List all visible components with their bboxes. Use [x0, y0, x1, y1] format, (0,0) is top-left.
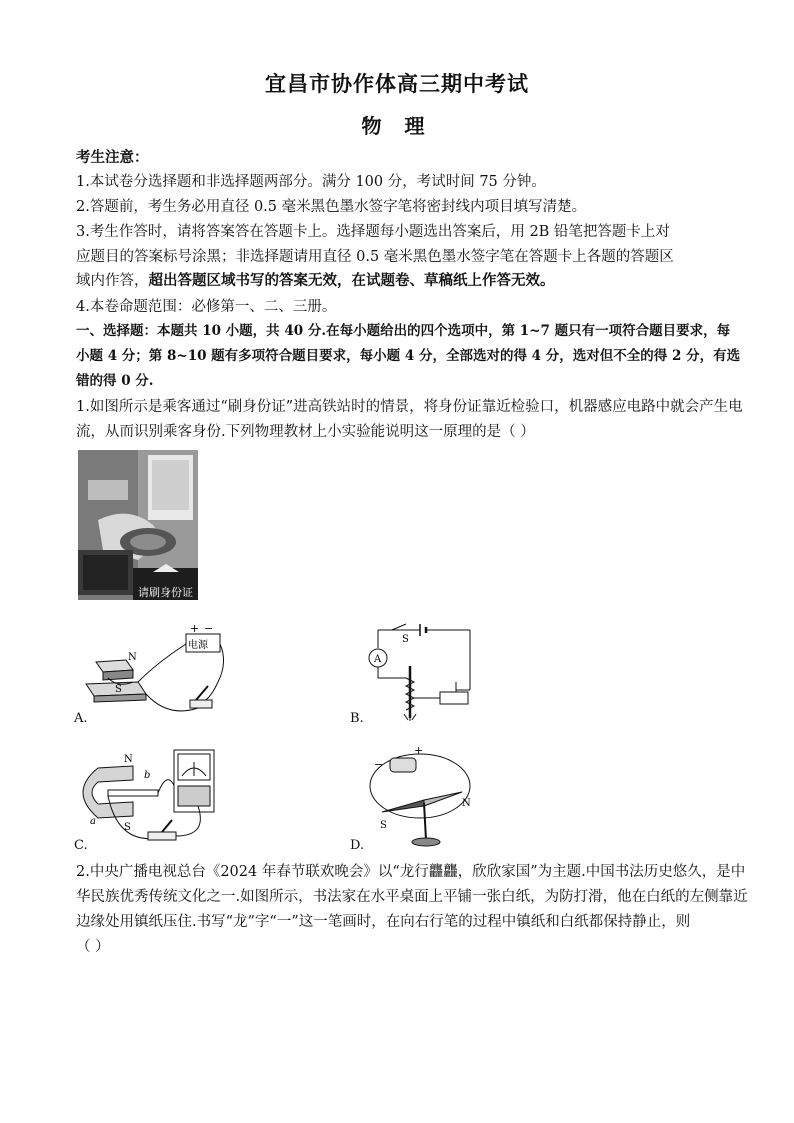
notice-item-3a: 3.考生作答时，请将答案答在答题卡上。选择题每小题选出答案后，用 2B 铅笔把答题卡上对 — [76, 224, 670, 240]
figure-d — [364, 744, 474, 850]
fig-c-n: N — [124, 754, 133, 765]
fig-c-a: a — [90, 816, 96, 827]
section1-line-2: 小题 4 分；第 8~10 题有多项符合题目要求，每小题 4 分，全部选对的得 4 分，选对但不全的得 2 分，有选 — [76, 348, 741, 364]
figure-a — [78, 622, 230, 722]
id-card-photo — [78, 450, 198, 600]
notice-item-2: 2.答题前，考生务必用直径 0.5 毫米黑色墨水签字笔将密封线内项目填写清楚。 — [76, 199, 587, 215]
fig-c-s: S — [124, 822, 131, 833]
q2-line-2: 华民族优秀传统文化之一.如图所示，书法家在水平桌面上平铺一张白纸，为防打滑，他在白纸的左侧靠近 — [76, 889, 748, 905]
notice-item-3c — [76, 271, 726, 291]
option-b-label: B. — [350, 711, 364, 726]
fig-d-s: S — [380, 820, 387, 831]
q2-line-3: 边缘处用镇纸压住.书写“龙”字“一”这一笔画时，在向右行笔的过程中镇纸和白纸都保持静止，则 — [76, 914, 691, 930]
fig-b-switch-s: S — [402, 634, 409, 645]
fig-d-plus: + — [414, 744, 424, 757]
subject-title: 物 理 — [361, 114, 433, 138]
fig-b-ammeter: A — [374, 654, 382, 665]
fig-d-n: N — [462, 798, 471, 809]
option-a-label: A. — [74, 711, 88, 726]
q1-line-2: 流，从而识别乘客身份.下列物理教材上小实验能说明这一原理的是（ ） — [76, 424, 535, 440]
fig-a-minus: − — [204, 622, 214, 635]
figure-b — [362, 622, 474, 722]
notice-item-3c-bold: 超出答题区域书写的答案无效，在试题卷、草稿纸上作答无效。 — [148, 272, 555, 289]
q2-line-4: （ ） — [76, 939, 110, 955]
section1-line-3: 错的得 0 分. — [76, 373, 154, 389]
notice-item-4: 4.本卷命题范围：必修第一、二、三册。 — [76, 299, 337, 315]
photo-sign-text: 请刷身份证 — [138, 586, 193, 599]
notice-item-1: 1.本试卷分选择题和非选择题两部分。满分 100 分，考试时间 75 分钟。 — [76, 174, 546, 190]
fig-a-s: S — [115, 684, 122, 695]
figure-c — [78, 748, 230, 850]
q2-line-1: 2.中央广播电视总台《2024 年春节联欢晚会》以“龙行龘龘，欣欣家国”为主题.中国书法历史悠久，是中 — [76, 864, 746, 880]
fig-a-n: N — [128, 652, 137, 663]
fig-a-plus: + — [190, 622, 200, 635]
notice-item-3c-normal: 域内作答， — [76, 273, 149, 289]
q1-line-1: 1.如图所示是乘客通过“刷身份证”进高铁站时的情景，将身份证靠近检验口，机器感应电路中就会产生电 — [76, 399, 743, 415]
fig-a-battery-label: 电源 — [188, 640, 208, 651]
fig-c-b: b — [144, 770, 151, 781]
exam-title: 宜昌市协作体高三期中考试 — [265, 71, 529, 96]
option-d-label: D. — [350, 838, 365, 853]
fig-d-minus: − — [374, 758, 384, 771]
notice-heading: 考生注意： — [76, 149, 149, 166]
option-c-label: C. — [74, 838, 88, 853]
section1-line-1: 一、选择题：本题共 10 小题，共 40 分.在每小题给出的四个选项中，第 1~7 题只有一项符合题目要求，每 — [76, 323, 731, 339]
notice-item-3b: 应题目的答案标号涂黑；非选择题请用直径 0.5 毫米黑色墨水签字笔在答题卡上各题的答题区 — [76, 249, 674, 265]
